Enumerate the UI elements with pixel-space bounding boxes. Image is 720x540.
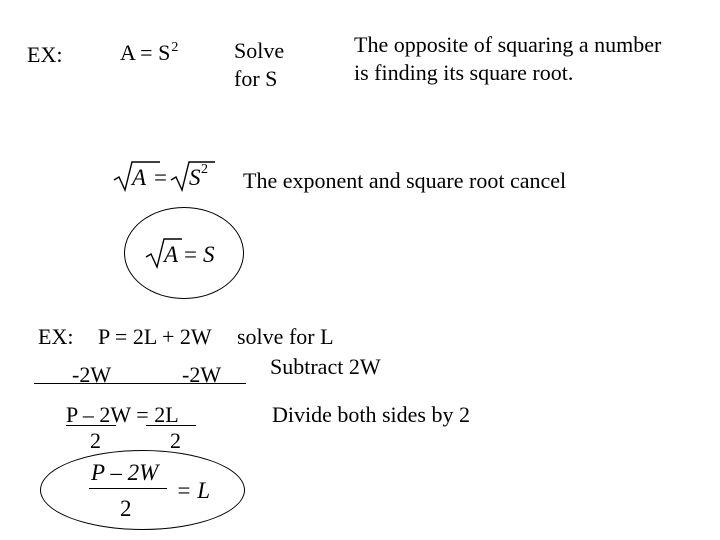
sqrt-step-rhs-var: S — [189, 165, 201, 190]
sqrt-step-rhs-exponent: 2 — [201, 162, 208, 177]
explanation-line2: is finding its square root. — [354, 60, 574, 85]
explanation-line1: The opposite of squaring a number — [354, 32, 662, 57]
area-formula — [120, 42, 178, 64]
result-rhs: S — [203, 242, 215, 267]
fraction-bar-right — [146, 425, 196, 426]
final-denominator: 2 — [120, 496, 132, 521]
subtract-left: -2W — [72, 362, 112, 387]
subtract-right: -2W — [182, 362, 222, 387]
sqrt-step-lhs-var: A — [132, 165, 147, 190]
intermediate-equation: P – 2W = 2L — [66, 402, 179, 427]
fraction-bar-left — [66, 425, 116, 426]
sqrt-step-equals: = — [154, 165, 167, 190]
result-equals: = — [184, 242, 197, 267]
solve-for-l: solve for L — [237, 324, 334, 349]
area-formula-exponent: 2 — [171, 40, 179, 55]
final-numerator: P – 2W — [91, 460, 159, 485]
ex-label-1: EX: — [27, 42, 63, 67]
divide-note: Divide both sides by 2 — [272, 402, 470, 427]
ex-label-2: EX: — [38, 324, 74, 349]
result-lhs-var: A — [164, 242, 179, 267]
final-rhs: = L — [176, 478, 211, 503]
solve-for-s-line1: Solve — [234, 38, 285, 63]
subtract-underline — [34, 383, 246, 384]
cancel-note: The exponent and square root cancel — [243, 168, 567, 193]
divisor-left: 2 — [90, 428, 101, 453]
final-fraction-bar — [89, 488, 167, 489]
perimeter-equation: P = 2L + 2W — [98, 324, 212, 349]
area-formula-lhs: A = S — [120, 40, 171, 65]
divisor-right: 2 — [170, 428, 181, 453]
solve-for-s-line2: for S — [234, 66, 278, 91]
subtract-note: Subtract 2W — [270, 354, 381, 379]
